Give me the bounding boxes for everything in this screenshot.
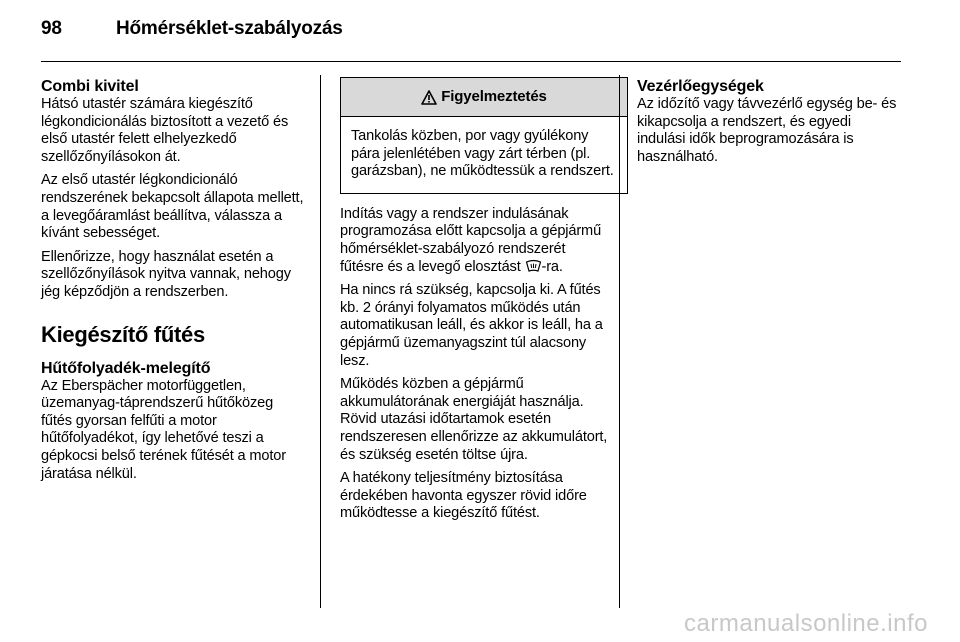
heating-paragraph-3: Működés közben a gépjármű akkumulátorának energiáját használja. Rövid utazási időtartamok esetén rendszeresen ellenőrizze az akkumulátort, és szükség esetén töltse újra. [340, 376, 608, 463]
control-units-paragraph: Az időzítő vagy távvezérlő egység be- és kikapcsolja a rendszert, és egyedi indulási idők beprogramozására is használható. [637, 96, 897, 165]
heating-paragraph-1-suffix: -ra. [541, 258, 563, 275]
column-right [637, 77, 902, 172]
warning-title: Figyelmeztetés [441, 88, 547, 106]
combi-heading: Combi kivitel [41, 78, 139, 95]
control-units-heading: Vezérlőegységek [637, 78, 764, 95]
combi-paragraph-3: Ellenőrizze, hogy használat esetén a szellőzőnyílások nyitva vannak, nehogy jég képződjön a rendszerben. [41, 248, 291, 300]
combi-paragraph-1: Hátsó utastér számára kiegészítő légkondicionálás biztosított a vezető és első utastér felett elhelyezkedő szellőzőnyílásokon át. [41, 96, 289, 165]
warning-triangle-icon [421, 90, 437, 105]
warning-header [341, 78, 627, 117]
watermark: carmanualsonline.info [684, 610, 928, 637]
coolant-heading: Hűtőfolyadék-melegítő [41, 359, 211, 377]
section-heading: Kiegészítő fűtés [41, 321, 205, 347]
column-middle [340, 77, 614, 529]
column-divider-2 [619, 75, 620, 608]
column-left [41, 77, 306, 489]
header-rule [41, 61, 901, 62]
heating-paragraph-4: A hatékony teljesítmény biztosítása érdekében havonta egyszer rövid időre működtesse a kiegészítő fűtést. [340, 470, 587, 522]
coolant-paragraph-1: Az Eberspächer motorfüggetlen, üzemanyag-táprendszerű hűtőközeg fűtés gyorsan felfűti a motor hűtőfolyadékot, így lehetővé teszi a gépkocsi belső terének fűtését a motor járatása nélkül. [41, 377, 286, 482]
defrost-windscreen-icon [525, 259, 542, 273]
heating-paragraph-1-text: Indítás vagy a rendszer indulásának programozása előtt kapcsolja a gépjármű hőmérséklet-szabályozó rendszerét fűtésre és a levegő elosztást [340, 205, 602, 275]
heating-paragraph-2: Ha nincs rá szükség, kapcsolja ki. A fűtés kb. 2 órányi folyamatos működés után automatikusan leáll, és akkor is leáll, ha a gépjármű üzemanyagszint túl alacsony lesz. [340, 282, 603, 369]
warning-box [340, 77, 628, 194]
page-title: Hőmérséklet-szabályozás [116, 18, 343, 39]
column-divider-1 [320, 75, 321, 608]
warning-body: Tankolás közben, por vagy gyúlékony pára jelenlétében vagy zárt térben (pl. garázsban), ne működtessük a rendszert. [351, 128, 614, 180]
page-number: 98 [41, 18, 62, 39]
heating-paragraph-1 [340, 206, 608, 276]
combi-paragraph-2: Az első utastér légkondicionáló rendszerének bekapcsolt állapota mellett, a levegőáramlást beállítva, válassza a kívánt sebességet. [41, 172, 304, 242]
